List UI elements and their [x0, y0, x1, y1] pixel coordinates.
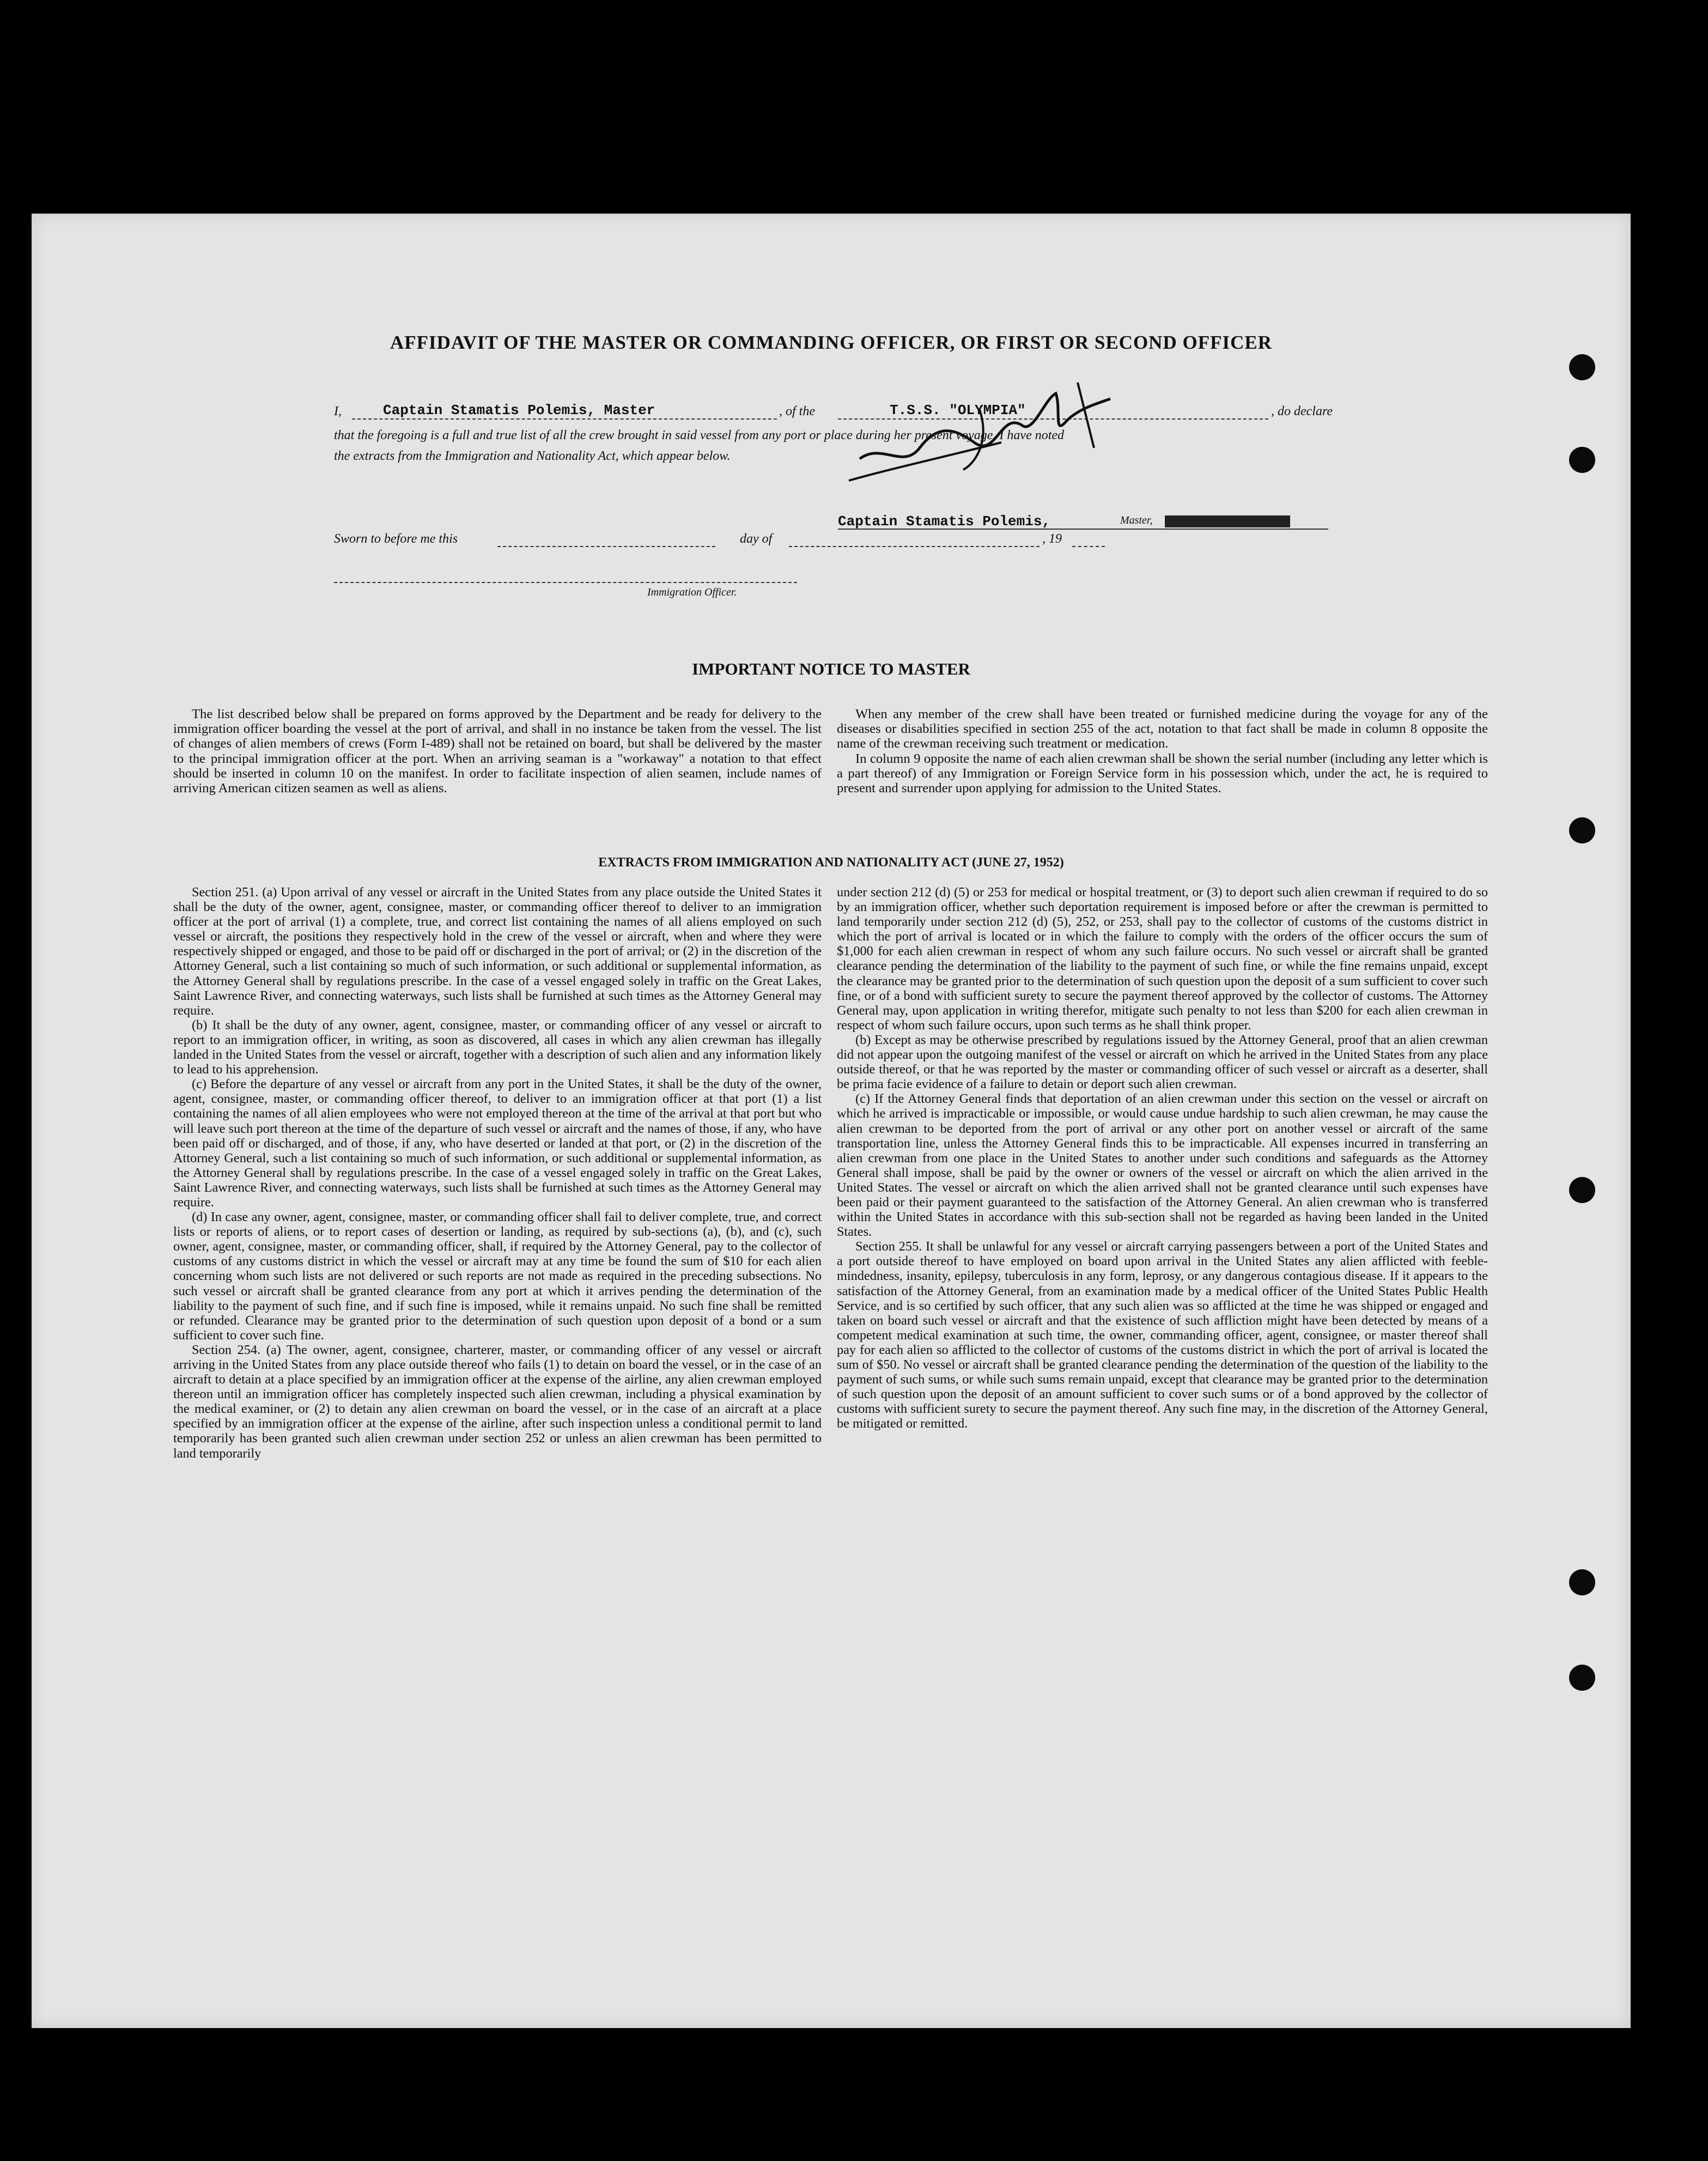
- of-the-label: , of the: [779, 404, 815, 418]
- master-label: Master,: [1120, 514, 1153, 526]
- name-field-line: [352, 418, 777, 420]
- punch-hole: [1569, 817, 1595, 843]
- signature: [838, 377, 1121, 497]
- sworn-date-line: [497, 546, 715, 547]
- bleed-through-text: [75, 541, 93, 566]
- immigration-officer-label: Immigration Officer.: [647, 586, 737, 598]
- sworn-label: Sworn to before me this: [334, 532, 458, 546]
- section-255: Section 255. It shall be unlawful for any vessel or aircraft carrying passengers between a port of the United States and a port outside thereof to have employed on board upon arrival in the United States any alien afflicted with feeble-mindedness, insanity, epilepsy, tuberculosis in any form, leprosy, or any dangerous contagious disease. If it appears to the satisfaction of the Attorney General, from an examination made by a medical officer of the United States Public Health Service, and is so certified by such officer, that any such alien was so afflicted at the time he was shipped or engaged and taken on board such vessel or aircraft and that the existence of such affliction might have been detected by means of a competent medical examination at such time, the owner, commanding officer, agent, consignee, or master thereof shall pay for each alien so afflicted to the collector of customs of the customs district in which the port of arrival is located the sum of $50. No vessel or aircraft shall be granted clearance pending the determination of the question of the liability to the payment of such sums, or while such sums remain unpaid, except that clearance may be granted prior to the determination of such question upon the deposit of an amount sufficient to cover such sums or of a bond approved by the collector of customs with sufficient surety to secure the payment thereof. Any such fine may, in the discretion of the Attorney General, be mitigated or remitted.: [837, 1239, 1488, 1431]
- notice-right-text: When any member of the crew shall have been treated or furnished medicine during the voyage for any of the diseases or disabilities specified in section 255 of the act, notation to that fact shall be made in column 8 opposite the name of the crewman receiving such treatment or medication. In column 9 opposite the name of each alien crewman shall be shown the serial number (including any letter which is a part thereof) of any Immigration or Foreign Service form in his possession which, under the act, he is required to present and surrender upon applying for admission to the United States.: [837, 707, 1488, 796]
- notice-left-text: The list described below shall be prepared on forms approved by the Department and be ready for delivery to the immigration officer boarding the vessel at the port of arrival, and shall in no instance be taken from the vessel. The list of changes of alien members of crews (Form I-489) shall not be retained on board, but shall be delivered by the master to the principal immigration officer at the port. When an arriving seaman is a "workaway" a notation to that effect should be inserted in column 10 on the manifest. In order to facilitate inspection of alien seamen, include names of arriving American citizen seamen as well as aliens.: [173, 707, 822, 796]
- name-field[interactable]: Captain Stamatis Polemis, Master: [383, 402, 655, 418]
- day-of-label: day of: [740, 532, 773, 546]
- punch-hole: [1569, 1177, 1595, 1203]
- section-251-d: (d) In case any owner, agent, consignee, master, or commanding officer shall fail to deliver complete, true, and correct lists or reports of aliens, or to report cases of desertion or landing, as required by sub-sections (a), (b), and (c), such owner, agent, consignee, master, or commanding officer, shall, if required by the Attorney General, pay to the collector of customs of any customs district in which the vessel or aircraft may at any time be found the sum of $10 for each alien concerning whom such lists are not delivered or such reports are not made as required in the preceding subsections. No such vessel or aircraft shall be granted clearance from any port at which it arrives pending the determination of the liability to the payment of such fine, and if such fine is imposed, while it remains unpaid. No such fine shall be remitted or refunded. Clearance may be granted prior to the determination of such question upon deposit of a bond or a sum sufficient to cover such fine.: [173, 1210, 822, 1343]
- notice-title: IMPORTANT NOTICE TO MASTER: [692, 659, 970, 678]
- punch-hole: [1569, 1569, 1595, 1595]
- master-signature-name: Captain Stamatis Polemis,: [838, 513, 1051, 530]
- i-label: I,: [334, 404, 342, 418]
- year-line: [1072, 546, 1105, 547]
- year-label: , 19: [1042, 532, 1062, 546]
- extracts-left-column: [173, 885, 822, 1461]
- section-251-a: Section 251. (a) Upon arrival of any vessel or aircraft in the United States from any place outside the United States it shall be the duty of the owner, agent, consignee, master, or commanding officer thereof to deliver to an immigration officer at the port of arrival (1) a complete, true, and correct list containing the names of all aliens employed on such vessel or aircraft, the positions they respectively hold in the crew of the vessel or aircraft, when and where they were respectively shipped or engaged, and those to be paid off or discharged in the port of arrival; or (2) in the discretion of the Attorney General, such a list containing so much of such information, or such additional or supplemental information, as the Attorney General shall by regulations prescribe. In the case of a vessel engaged solely in traffic on the Great Lakes, Saint Lawrence River, and connecting waterways, such lists shall be furnished at such times as the Attorney General may require.: [173, 885, 822, 1018]
- month-line: [789, 546, 1040, 547]
- section-254-c: (c) If the Attorney General finds that deportation of an alien crewman under this section on the vessel or aircraft on which he arrived is impracticable or impossible, or would cause undue hardship to such alien crewman, he may cause the alien crewman to be deported from the port of arrival or any other port on another vessel or aircraft of the same transportation line, unless the Attorney General finds this to be impracticable. All expenses incurred in transferring an alien crewman from one place in the United States to another under such conditions and safeguards as the Attorney General shall impose, shall be paid by the owner or owners of the vessel or aircraft on which the alien arrived in the United States. The vessel or aircraft on which the alien arrived shall not be granted clearance until such expenses have been paid or their payment guaranteed to the satisfaction of the Attorney General. An alien crewman who is transferred within the United States in accordance with this sub-section shall not be regarded as having been landed in the United States.: [837, 1091, 1488, 1240]
- document-page: [32, 214, 1631, 2028]
- vessel-field[interactable]: T.S.S. "OLYMPIA": [890, 402, 1026, 418]
- section-254-a: Section 254. (a) The owner, agent, consignee, charterer, master, or commanding officer of any vessel or aircraft arriving in the United States from any place outside thereof who fails (1) to detain on board the vessel, or in the case of an aircraft to detain at a place specified by an immigration officer at the expense of the airline, any alien crewman employed thereon until an immigration officer has completely inspected such alien crewman, including a physical examination by the medical examiner, or (2) to detain any alien crewman on board the vessel, or in the case of an aircraft at a place specified by an immigration officer at the expense of the airline, after such inspection unless a conditional permit to land temporarily has been granted such alien crewman under section 252 or unless an alien crewman has been permitted to land temporarily: [173, 1342, 822, 1461]
- extracts-right-column: [837, 885, 1488, 1431]
- officer-line: [334, 582, 797, 583]
- master-line: [838, 529, 1328, 530]
- section-254-a-cont: under section 212 (d) (5) or 253 for medical or hospital treatment, or (3) to deport such alien crewman if required to do so by an immigration officer, whether such deportation requirement is imposed before or after the crewman is permitted to land temporarily under section 212 (d) (5), 252, or 253, shall pay to the collector of customs of the customs district in which the port of arrival is located or in which the failure to comply with the orders of the officer occurs the sum of $1,000 for each alien crewman in respect of whom any such failure occurs. No such vessel or aircraft shall be granted clearance pending the determination of the liability to the payment of such fine, or while the fine remains unpaid, except the clearance may be granted prior to the determination of such question upon the deposit of a sum sufficient to cover such fine, or of a bond with sufficient surety to secure the payment thereof approved by the collector of customs. The Attorney General may, upon application in writing therefor, mitigate such penalty to not less than $200 for each alien crewman in respect of whom such failure occurs, upon such terms as he shall think proper.: [837, 885, 1488, 1033]
- statement-line-1: that the foregoing is a full and true list of all the crew brought in said vessel from any port or place during her present voyage. I have noted: [334, 428, 1065, 442]
- bleed-through-text: [358, 290, 376, 315]
- struck-out-text: [1165, 515, 1290, 527]
- section-251-c: (c) Before the departure of any vessel or aircraft from any port in the United States, it shall be the duty of the owner, agent, consignee, master, or commanding officer thereof, to deliver to an immigration officer at that port (1) a list containing the names of all alien employees who were not employed thereon at the time of the arrival at that port but who will leave such port thereon at the time of the departure of such vessel or aircraft and the names of those, if any, who have been paid off or discharged, and of those, if any, who have deserted or landed at that port, or (2) in the discretion of the Attorney General, such a list containing so much of such information, or such additional or supplemental information, as the Attorney General shall by regulations prescribe. In the case of a vessel engaged solely in traffic on the Great Lakes, Saint Lawrence River, and connecting waterways, such lists shall be furnished at such times as the Attorney General may require.: [173, 1077, 822, 1210]
- punch-hole: [1569, 447, 1595, 473]
- section-254-b: (b) Except as may be otherwise prescribed by regulations issued by the Attorney General, proof that an alien crewman did not appear upon the outgoing manifest of the vessel or aircraft on which he arrived in the United States from any place outside thereof, or that he was reported by the master or commanding officer of such vessel or aircraft as a deserter, shall be prima facie evidence of a failure to detain or deport such alien crewman.: [837, 1032, 1488, 1092]
- affidavit-title: AFFIDAVIT OF THE MASTER OR COMMANDING OFFICER, OR FIRST OR SECOND OFFICER: [390, 332, 1272, 353]
- punch-hole: [1569, 354, 1595, 380]
- do-declare-label: , do declare: [1271, 404, 1333, 418]
- extracts-title: EXTRACTS FROM IMMIGRATION AND NATIONALITY ACT (JUNE 27, 1952): [598, 855, 1064, 870]
- punch-hole: [1569, 1665, 1595, 1691]
- statement-line-2: the extracts from the Immigration and Nationality Act, which appear below.: [334, 449, 731, 463]
- section-251-b: (b) It shall be the duty of any owner, agent, consignee, master, or commanding officer of any vessel or aircraft to report to an immigration officer, in writing, as soon as discovered, all cases in which any alien crewman has illegally landed in the United States from the vessel or aircraft, together with a description of such alien and any information likely to lead to his apprehension.: [173, 1017, 822, 1077]
